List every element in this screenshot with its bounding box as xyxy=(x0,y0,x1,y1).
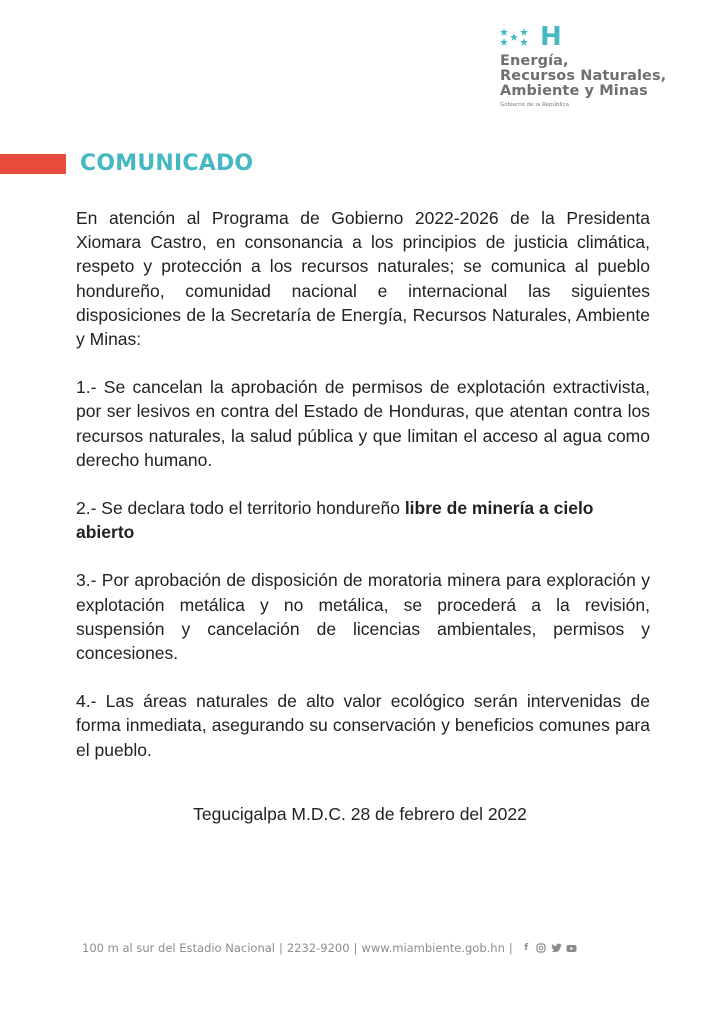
footer-separator: | xyxy=(353,941,358,955)
communique-body xyxy=(76,206,650,786)
item-1-paragraph: 1.- Se cancelan la aprobación de permisos de explotación extractivista, por ser lesivos en contra del Estado de Honduras, que atentan contra los recursos naturales, la salud pública y que limitan el acceso al agua como derecho humano. xyxy=(76,377,650,470)
footer-phone: 2232-9200 xyxy=(286,941,350,955)
dateline: Tegucigalpa M.D.C. 28 de febrero del 2022 xyxy=(193,804,527,824)
instagram-icon[interactable] xyxy=(536,943,547,954)
item-4-paragraph: 4.- Las áreas naturales de alto valor ecológico serán intervenidas de forma inmediata, asegurando su conservación y beneficios comunes para el pueblo. xyxy=(76,691,650,760)
footer xyxy=(82,941,577,955)
page-title: COMUNICADO xyxy=(80,151,254,176)
logo-letter: H xyxy=(540,22,562,52)
facebook-icon[interactable]: f xyxy=(524,943,529,953)
item-2-text: 2.- Se declara todo el territorio hondureño xyxy=(76,498,405,519)
youtube-icon[interactable] xyxy=(566,943,577,954)
logo-mark xyxy=(500,24,700,50)
logo-line: Energía, xyxy=(500,53,569,69)
logo-line: Ambiente y Minas xyxy=(500,83,648,99)
item-3-paragraph: 3.- Por aprobación de disposición de moratoria minera para exploración y explotación metálica y no metálica, se procederá a la revisión, suspensión y cancelación de licencias ambientales, permisos y concesiones. xyxy=(76,570,650,664)
item-2-paragraph xyxy=(76,496,650,544)
intro-paragraph: En atención al Programa de Gobierno 2022-2026 de la Presidenta Xiomara Castro, en consonancia a los principios de justicia climática, respeto y protección a los recursos naturales; se comunica al pueblo hondureño, comunidad nacional e internacional las siguientes disposiciones de la Secretaría de Energía, Recursos Naturales, Ambiente y Minas: xyxy=(76,208,650,350)
footer-separator: | xyxy=(278,941,283,955)
twitter-icon[interactable] xyxy=(551,943,562,954)
logo-title xyxy=(500,54,700,99)
social-icons xyxy=(521,943,577,954)
logo-subtitle: Gobierno de la República xyxy=(500,102,569,108)
footer-separator: | xyxy=(508,941,513,955)
accent-bar xyxy=(0,154,66,174)
logo-line: Recursos Naturales, xyxy=(500,68,667,84)
footer-address: 100 m al sur del Estadio Nacional xyxy=(82,941,275,955)
footer-website[interactable]: www.miambiente.gob.hn xyxy=(361,941,505,955)
ministry-logo xyxy=(500,24,700,108)
item-2-emphasis: libre de minería a cielo abierto xyxy=(76,498,594,543)
